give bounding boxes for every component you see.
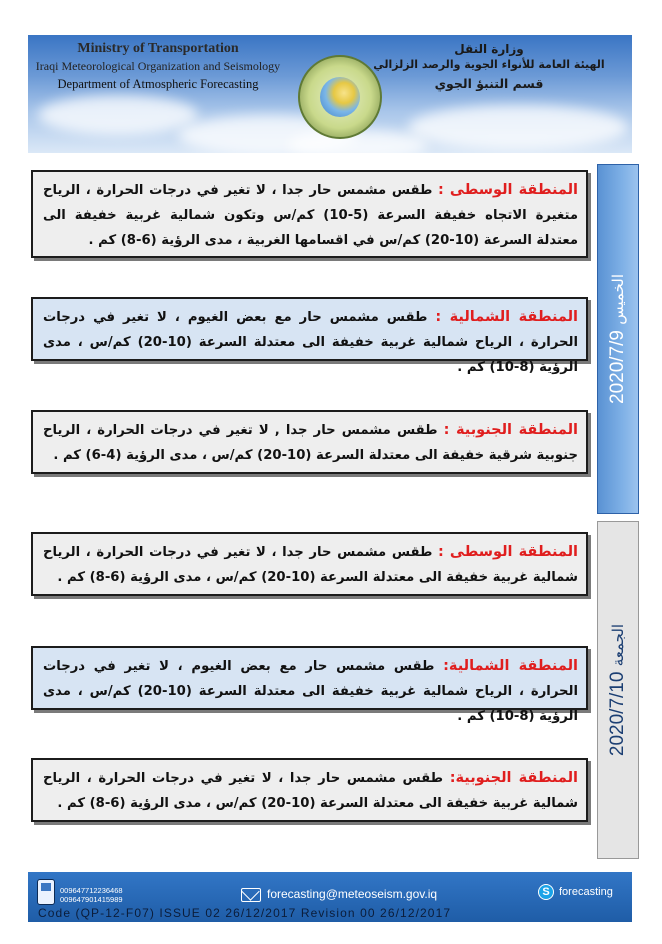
date-label [607,624,629,756]
region-name: المنطقة الوسطى : [438,544,578,560]
date-panel-day1 [597,164,639,514]
region-name: المنطقة الجنوبية : [443,422,578,438]
organization-name: Iraqi Meteorological Organization and Seismology [35,59,281,73]
forecast-text: طقس مشمس حار جدا ، لا تغير في درجات الحرارة ، الرياح متغيرة الاتجاه خفيفة السرعة (5-10) كم/س وتكون شمالية غربية خفيفة الى معتدلة السرعة (10-20) كم/س في اقسامها الغربية ، مدى الرؤية (6-8) كم . [43,183,578,248]
date-value: 2020/7/10 [607,671,628,757]
email-address[interactable]: forecasting@meteoseism.gov.iq [267,887,438,901]
header-arabic [354,41,624,95]
forecast-day1-north [31,297,588,375]
forecast-day2-north [31,646,588,724]
department-name-ar: قسم التنبؤ الجوي [434,76,544,91]
day-name: الخميس [610,274,627,325]
skype-handle: forecasting [559,886,613,898]
date-panel-day2 [597,521,639,859]
footer [28,872,632,922]
phone-number: 009647712236468 [60,886,123,895]
day-name: الجمعة [610,623,627,667]
document-code: Code (QP-12-F07) ISSUE 02 26/12/2017 Revision 00 26/12/2017 [38,906,452,920]
skype-icon: S [538,884,554,900]
forecast-day1-central [31,170,588,258]
region-name: المنطقة الجنوبية: [449,770,578,786]
date-value: 2020/7/9 [607,330,628,404]
cloud-decoration [408,105,628,150]
phone-icon [37,879,55,905]
mail-icon [241,888,261,902]
region-name: المنطقة الشمالية : [435,309,578,325]
cloud-decoration [38,95,198,135]
ministry-name-ar: وزارة النقل [454,42,524,56]
region-name: المنطقة الوسطى : [438,182,578,198]
forecast-day2-central [31,532,588,596]
forecast-text: طقس مشمس حار مع بعض الغيوم ، لا تغير في درجات الحرارة ، الرياح شمالية غربية خفيفة الى معتدلة السرعة (10-20) كم/س ، مدى الرؤية (8-10) كم . [43,659,578,724]
forecast-text: طقس مشمس حار مع بعض الغيوم ، لا تغير في درجات الحرارة ، الرياح شمالية غربية خفيفة الى معتدلة السرعة (10-20) كم/س ، مدى الرؤية (8-10) كم . [43,310,578,375]
forecast-day1-south [31,410,588,474]
department-name: Department of Atmospheric Forecasting [57,77,259,91]
ministry-name: Ministry of Transportation [77,41,239,56]
forecast-text: طقس مشمس حار جدا ، لا تغير في درجات الحرارة ، الرياح شمالية غربية خفيفة الى معتدلة السرعة (10-20) كم/س ، مدى الرؤية (6-8) كم . [43,545,578,585]
forecast-text: طقس مشمس حار جدا ، لا تغير في درجات الحرارة ، الرياح شمالية غربية خفيفة الى معتدلة السرعة (10-20) كم/س ، مدى الرؤية (6-8) كم . [43,771,578,811]
phone-numbers [60,886,123,904]
forecast-day2-south [31,758,588,822]
header-english [28,41,288,92]
phone-number: 009647901415989 [60,895,123,904]
date-label [607,274,629,404]
region-name: المنطقة الشمالية: [443,658,578,674]
organization-name-ar: الهيئة العامة للأنواء الجوية والرصد الزلزالي [373,58,605,71]
forecast-text: طقس مشمس حار جدا , لا تغير في درجات الحرارة ، الرياح جنوبية شرقية خفيفة الى معتدلة السرعة (10-20) كم/س ، مدى الرؤية (4-6) كم . [43,423,578,463]
header-banner [28,35,632,153]
